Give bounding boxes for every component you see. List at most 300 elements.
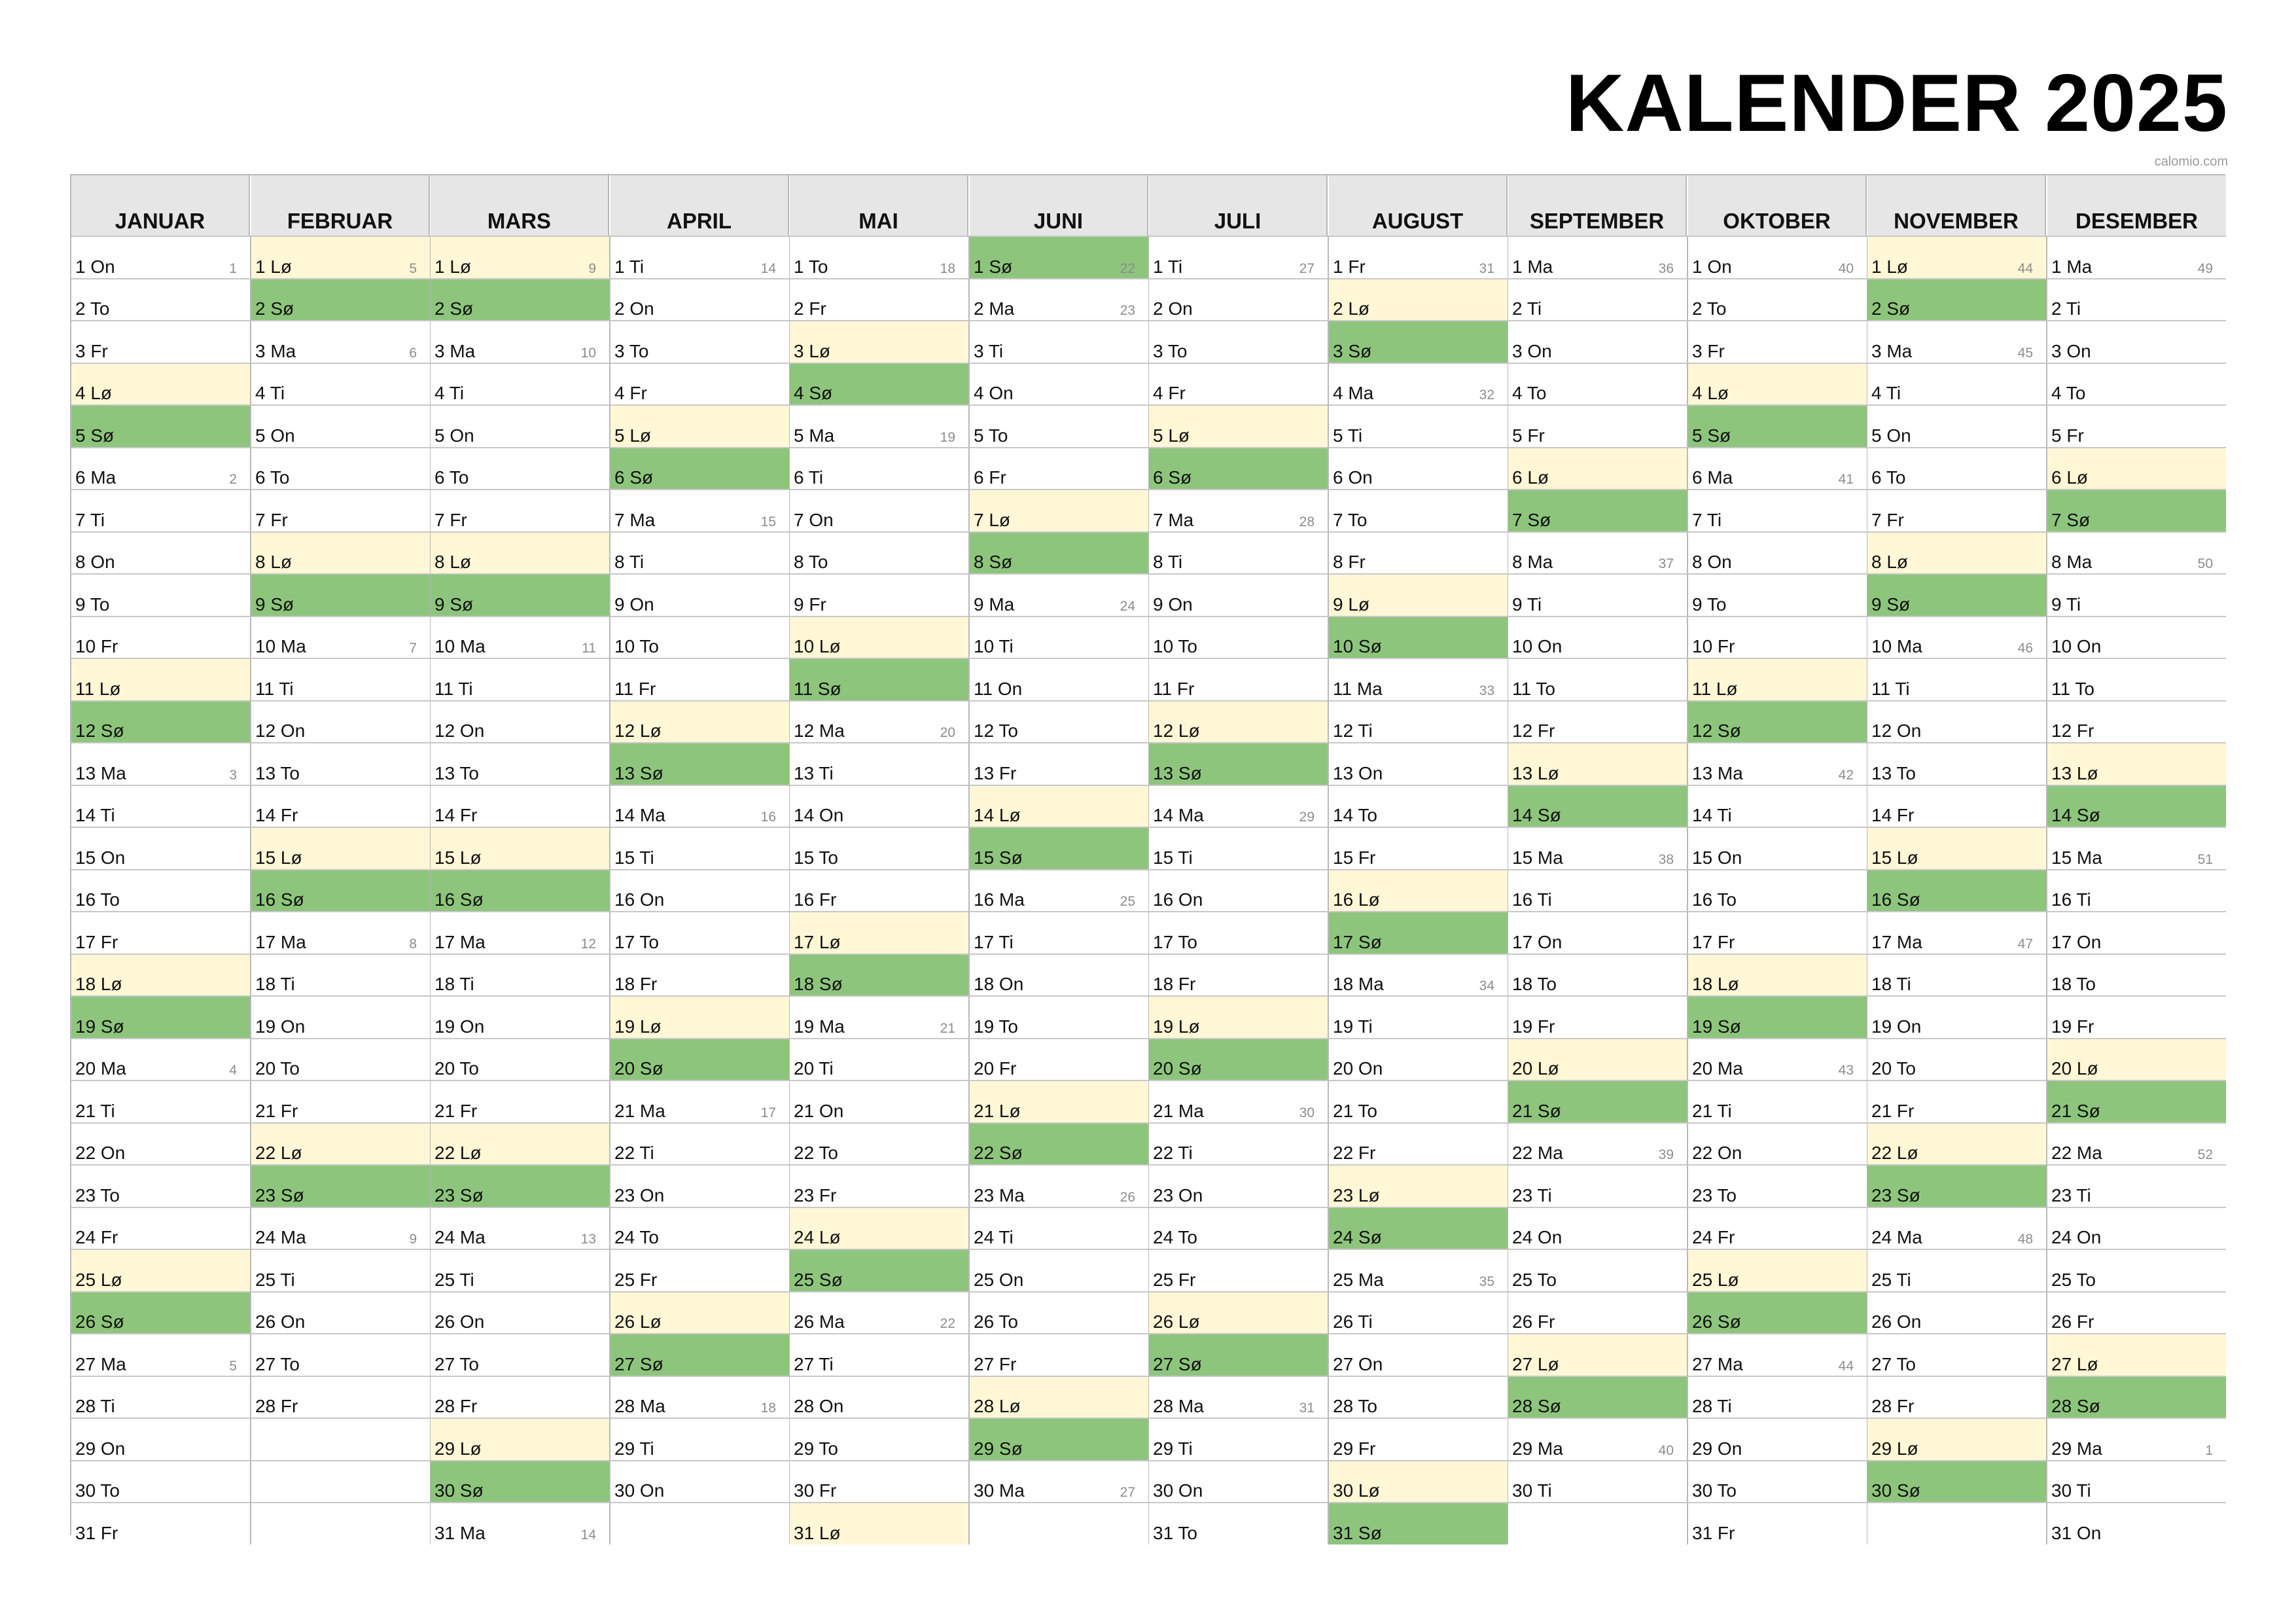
day-cell — [1149, 1164, 1329, 1207]
day-label: 6 Lø — [1512, 467, 1549, 488]
day-label: 24 Sø — [1333, 1227, 1382, 1247]
day-cell — [251, 995, 431, 1038]
day-label: 11 Lø — [1692, 678, 1738, 699]
day-label: 29 Ma — [1512, 1438, 1563, 1459]
week-number: 51 — [2197, 851, 2213, 867]
day-label: 10 To — [1153, 636, 1197, 656]
day-label: 4 Ti — [1871, 383, 1901, 403]
day-label: 10 Ti — [974, 636, 1014, 656]
day-label: 7 To — [1333, 509, 1368, 530]
month-column-august — [1329, 175, 1509, 1543]
day-cell — [610, 363, 790, 405]
day-label: 6 Sø — [614, 467, 654, 488]
day-cell — [2047, 1460, 2226, 1503]
day-label: 8 Ti — [1153, 552, 1183, 572]
day-cell — [2047, 1249, 2226, 1291]
day-cell — [1867, 363, 2047, 405]
day-cell — [1688, 363, 1868, 405]
day-label: 26 On — [434, 1311, 485, 1332]
day-label: 18 Sø — [794, 974, 843, 994]
day-cell — [1688, 573, 1868, 616]
day-label: 15 Ti — [614, 847, 654, 868]
day-cell — [610, 995, 790, 1038]
day-label: 9 On — [614, 594, 654, 615]
day-label: 16 Sø — [1871, 889, 1920, 910]
day-label: 24 Fr — [1692, 1227, 1735, 1247]
day-cell — [71, 616, 251, 658]
day-cell — [1508, 869, 1688, 912]
day-cell — [431, 1122, 610, 1165]
day-cell — [1688, 1333, 1868, 1376]
day-label: 8 Ti — [614, 552, 645, 572]
week-number: 29 — [1299, 810, 1315, 825]
day-cell — [251, 489, 431, 531]
day-cell — [1867, 700, 2047, 743]
day-cell — [71, 404, 251, 447]
day-cell — [71, 489, 251, 531]
day-label: 18 To — [1512, 974, 1557, 994]
day-label: 29 On — [1692, 1438, 1742, 1459]
day-label: 26 To — [974, 1311, 1018, 1332]
day-label: 18 Ma — [1333, 974, 1384, 994]
day-cell — [71, 573, 251, 616]
day-cell — [1508, 700, 1688, 743]
day-cell — [251, 911, 431, 954]
day-cell — [1508, 1122, 1688, 1165]
day-label: 5 To — [974, 425, 1008, 446]
day-cell — [970, 447, 1150, 490]
day-label: 25 Ma — [1333, 1269, 1384, 1290]
day-cell — [71, 1164, 251, 1207]
day-cell — [1688, 616, 1868, 658]
day-cell — [970, 785, 1150, 827]
day-label: 20 Sø — [1153, 1058, 1202, 1079]
day-label: 13 On — [1333, 762, 1383, 783]
day-label: 16 Fr — [794, 889, 837, 910]
day-label: 5 Lø — [1153, 425, 1190, 446]
day-cell — [610, 1122, 790, 1165]
day-label: 21 Lø — [974, 1100, 1021, 1121]
day-label: 16 Ma — [974, 889, 1025, 910]
day-cell — [1688, 1291, 1868, 1334]
day-label: 7 Ma — [1153, 509, 1194, 530]
month-column-juli — [1149, 175, 1329, 1543]
day-label: 28 Ma — [614, 1396, 665, 1416]
week-number: 6 — [409, 345, 417, 361]
day-label: 15 On — [75, 847, 126, 868]
day-cell — [1149, 827, 1329, 869]
day-cell — [1329, 278, 1509, 321]
day-cell — [2047, 278, 2226, 321]
day-cell — [1688, 404, 1868, 447]
day-label: 23 Sø — [1871, 1185, 1920, 1205]
day-label: 6 Fr — [974, 467, 1006, 488]
week-number: 33 — [1479, 683, 1494, 698]
day-cell — [1688, 1080, 1868, 1122]
day-cell — [610, 616, 790, 658]
day-label: 9 Ma — [974, 594, 1015, 615]
day-cell — [1508, 1418, 1688, 1460]
day-label: 15 Ma — [2051, 847, 2102, 868]
day-cell — [2047, 1038, 2226, 1080]
day-label: 27 To — [434, 1353, 479, 1374]
day-label: 17 Fr — [75, 931, 118, 952]
day-label: 29 Ti — [614, 1438, 654, 1459]
day-cell — [1329, 1376, 1509, 1418]
day-label: 13 Fr — [974, 762, 1017, 783]
day-label: 30 Ti — [1512, 1480, 1552, 1501]
day-cell — [610, 1376, 790, 1418]
day-cell — [790, 911, 970, 954]
week-number: 50 — [2197, 556, 2213, 571]
week-number: 40 — [1658, 1442, 1674, 1458]
day-cell — [610, 911, 790, 954]
day-cell — [790, 827, 970, 869]
day-cell — [431, 1164, 610, 1207]
month-column-april — [610, 175, 790, 1534]
day-cell — [71, 1038, 251, 1080]
day-label: 12 To — [974, 721, 1018, 741]
day-label: 1 Lø — [434, 256, 472, 277]
day-cell — [1329, 616, 1509, 658]
day-label: 19 To — [974, 1016, 1018, 1037]
day-cell — [790, 1376, 970, 1418]
day-label: 30 To — [1692, 1480, 1737, 1501]
day-cell — [1508, 447, 1688, 490]
day-label: 26 Sø — [1692, 1311, 1741, 1332]
day-label: 27 Sø — [614, 1353, 663, 1374]
day-label: 26 Fr — [2051, 1311, 2094, 1332]
month-header: AUGUST — [1329, 175, 1508, 236]
day-cell — [1149, 320, 1329, 363]
day-cell — [251, 616, 431, 658]
day-cell — [1508, 658, 1688, 700]
day-label: 9 To — [75, 594, 110, 615]
day-label: 26 Ma — [794, 1311, 845, 1332]
day-label: 15 On — [1692, 847, 1742, 868]
day-label: 3 Fr — [1692, 340, 1725, 361]
day-label: 27 Lø — [2051, 1353, 2098, 1374]
day-cell — [970, 1207, 1150, 1249]
day-label: 5 Ma — [794, 425, 835, 446]
day-cell — [1329, 236, 1509, 278]
day-cell — [251, 869, 431, 912]
day-label: 8 On — [75, 552, 115, 572]
day-label: 4 Ma — [1333, 383, 1374, 403]
day-label: 20 Lø — [1512, 1058, 1559, 1079]
day-label: 13 Ma — [75, 762, 126, 783]
empty-day-cell — [251, 1460, 431, 1503]
day-cell — [1329, 1291, 1509, 1334]
day-cell — [790, 1333, 970, 1376]
day-cell — [970, 995, 1150, 1038]
day-cell — [790, 320, 970, 363]
day-cell — [71, 363, 251, 405]
day-cell — [1508, 785, 1688, 827]
day-cell — [970, 1376, 1150, 1418]
day-cell — [1688, 1249, 1868, 1291]
day-cell — [251, 404, 431, 447]
day-label: 1 Fr — [1333, 256, 1366, 277]
day-label: 30 On — [1153, 1480, 1203, 1501]
day-cell — [251, 827, 431, 869]
day-label: 15 Lø — [255, 847, 302, 868]
day-cell — [1688, 320, 1868, 363]
day-label: 5 Ti — [1333, 425, 1363, 446]
day-cell — [610, 869, 790, 912]
day-label: 4 Ti — [434, 383, 465, 403]
day-cell — [431, 954, 610, 996]
day-label: 21 Fr — [1871, 1100, 1915, 1121]
day-cell — [610, 447, 790, 490]
week-number: 20 — [940, 725, 955, 740]
day-label: 24 To — [1153, 1227, 1197, 1247]
day-cell — [251, 1164, 431, 1207]
day-label: 7 Ma — [614, 509, 656, 530]
day-label: 12 On — [434, 721, 485, 741]
day-label: 24 On — [2051, 1227, 2102, 1247]
day-cell — [1688, 742, 1868, 785]
day-cell — [2047, 658, 2226, 700]
day-label: 8 Lø — [1871, 552, 1909, 572]
day-label: 6 Lø — [2051, 467, 2089, 488]
day-label: 18 Lø — [1692, 974, 1739, 994]
day-label: 9 Sø — [434, 594, 474, 615]
day-cell — [610, 404, 790, 447]
week-number: 41 — [1838, 472, 1854, 487]
day-label: 6 Sø — [1153, 467, 1192, 488]
day-label: 15 Sø — [974, 847, 1023, 868]
week-number: 1 — [2205, 1442, 2213, 1458]
day-cell — [970, 1164, 1150, 1207]
day-label: 9 Sø — [1871, 594, 1911, 615]
day-cell — [1508, 489, 1688, 531]
week-number: 7 — [409, 641, 417, 656]
day-label: 7 Lø — [974, 509, 1011, 530]
day-cell — [1329, 742, 1509, 785]
day-cell — [431, 1418, 610, 1460]
day-label: 7 Sø — [1512, 509, 1551, 530]
day-label: 27 Sø — [1153, 1353, 1202, 1374]
day-label: 21 Sø — [1512, 1100, 1561, 1121]
day-label: 12 On — [255, 721, 306, 741]
day-label: 4 Lø — [75, 383, 113, 403]
day-label: 2 Ti — [1512, 298, 1542, 319]
day-cell — [970, 869, 1150, 912]
credit-link[interactable]: calomio.com — [2154, 154, 2228, 169]
day-cell — [1508, 404, 1688, 447]
day-cell — [2047, 616, 2226, 658]
day-cell — [1149, 1080, 1329, 1122]
day-label: 26 Fr — [1512, 1311, 1555, 1332]
day-cell — [431, 785, 610, 827]
day-cell — [610, 1249, 790, 1291]
day-cell — [1867, 785, 2047, 827]
day-cell — [251, 785, 431, 827]
day-cell — [610, 573, 790, 616]
day-label: 12 Sø — [75, 721, 124, 741]
day-label: 7 Fr — [1871, 509, 1904, 530]
day-label: 6 To — [255, 467, 290, 488]
day-label: 12 Lø — [614, 721, 662, 741]
day-label: 19 Lø — [614, 1016, 662, 1037]
day-label: 18 Fr — [1153, 974, 1196, 994]
day-label: 14 To — [1333, 805, 1377, 825]
day-cell — [2047, 447, 2226, 490]
day-label: 5 On — [434, 425, 474, 446]
empty-day-cell — [251, 1502, 431, 1544]
day-cell — [1508, 827, 1688, 869]
week-number: 3 — [229, 767, 237, 783]
day-label: 1 Ti — [1153, 256, 1183, 277]
day-cell — [1688, 278, 1868, 321]
week-number: 34 — [1479, 978, 1494, 993]
day-label: 1 Ti — [614, 256, 645, 277]
week-number: 19 — [940, 429, 955, 445]
day-label: 23 On — [1153, 1185, 1203, 1205]
day-cell — [431, 531, 610, 574]
day-label: 31 Lø — [794, 1522, 841, 1543]
day-label: 29 Lø — [1871, 1438, 1918, 1459]
day-cell — [970, 1080, 1150, 1122]
day-label: 9 Ti — [2051, 594, 2081, 615]
day-cell — [1149, 658, 1329, 700]
day-cell — [251, 1291, 431, 1334]
day-cell — [1329, 1502, 1509, 1544]
day-cell — [251, 1207, 431, 1249]
day-label: 25 Fr — [1153, 1269, 1196, 1290]
day-label: 22 Lø — [1871, 1143, 1918, 1163]
day-cell — [1149, 616, 1329, 658]
day-cell — [431, 573, 610, 616]
day-label: 28 Ti — [75, 1396, 115, 1416]
day-cell — [1688, 911, 1868, 954]
day-label: 1 Sø — [974, 256, 1013, 277]
day-label: 25 Ti — [1871, 1269, 1911, 1290]
day-label: 31 To — [1153, 1522, 1197, 1543]
week-number: 42 — [1838, 767, 1854, 783]
day-label: 30 Ti — [2051, 1480, 2091, 1501]
day-label: 30 Sø — [1871, 1480, 1920, 1501]
day-cell — [1329, 827, 1509, 869]
week-number: 40 — [1838, 260, 1854, 276]
day-cell — [790, 616, 970, 658]
day-label: 19 On — [1871, 1016, 1922, 1037]
day-cell — [1867, 278, 2047, 321]
day-cell — [71, 658, 251, 700]
day-cell — [1329, 489, 1509, 531]
day-cell — [71, 827, 251, 869]
day-label: 8 Sø — [974, 552, 1013, 572]
day-label: 27 Ti — [794, 1353, 834, 1374]
day-label: 5 Lø — [614, 425, 652, 446]
day-cell — [1867, 954, 2047, 996]
day-cell — [1149, 742, 1329, 785]
day-label: 20 To — [1871, 1058, 1916, 1079]
day-label: 20 Lø — [2051, 1058, 2098, 1079]
week-number: 27 — [1120, 1485, 1135, 1500]
day-cell — [251, 573, 431, 616]
day-cell — [2047, 1376, 2226, 1418]
day-cell — [790, 1502, 970, 1544]
day-label: 26 On — [1871, 1311, 1922, 1332]
day-label: 26 On — [255, 1311, 306, 1332]
day-cell — [1867, 827, 2047, 869]
day-label: 5 On — [255, 425, 295, 446]
day-label: 6 Ma — [1692, 467, 1733, 488]
day-label: 5 Sø — [1692, 425, 1731, 446]
day-label: 9 Sø — [255, 594, 294, 615]
day-label: 3 Sø — [1333, 340, 1372, 361]
day-label: 16 Sø — [434, 889, 484, 910]
day-label: 4 Fr — [1153, 383, 1186, 403]
month-header: SEPTEMBER — [1508, 175, 1687, 236]
day-cell — [431, 658, 610, 700]
day-label: 4 Fr — [614, 383, 647, 403]
day-cell — [1867, 1460, 2047, 1503]
day-label: 21 Fr — [255, 1100, 298, 1121]
day-cell — [431, 278, 610, 321]
day-label: 23 To — [75, 1185, 120, 1205]
day-label: 15 Ti — [1153, 847, 1193, 868]
day-cell — [2047, 404, 2226, 447]
day-label: 17 Ma — [1871, 931, 1922, 952]
day-cell — [610, 1291, 790, 1334]
day-cell — [790, 1080, 970, 1122]
week-number: 35 — [1479, 1274, 1494, 1289]
day-label: 11 Ti — [1871, 678, 1910, 699]
day-label: 26 Lø — [614, 1311, 662, 1332]
day-label: 30 Lø — [1333, 1480, 1380, 1501]
day-cell — [71, 1460, 251, 1503]
week-number: 37 — [1658, 556, 1674, 571]
day-cell — [71, 320, 251, 363]
day-cell — [610, 489, 790, 531]
week-number: 22 — [1120, 260, 1135, 276]
day-label: 9 Fr — [794, 594, 826, 615]
day-label: 22 Lø — [255, 1143, 302, 1163]
day-label: 3 Ma — [1871, 340, 1913, 361]
day-cell — [610, 954, 790, 996]
month-column-september — [1508, 175, 1688, 1534]
day-cell — [1867, 1164, 2047, 1207]
day-cell — [1867, 1333, 2047, 1376]
day-label: 16 To — [75, 889, 120, 910]
day-label: 23 To — [1692, 1185, 1737, 1205]
day-label: 1 Lø — [1871, 256, 1909, 277]
day-cell — [1688, 489, 1868, 531]
day-label: 11 Ti — [255, 678, 294, 699]
day-cell — [1149, 1249, 1329, 1291]
day-label: 28 To — [1333, 1396, 1377, 1416]
day-cell — [1867, 658, 2047, 700]
week-number: 1 — [229, 260, 237, 276]
week-number: 49 — [2197, 260, 2213, 276]
day-label: 13 To — [255, 762, 300, 783]
day-cell — [251, 1333, 431, 1376]
day-cell — [1508, 995, 1688, 1038]
month-header: MARS — [431, 175, 609, 236]
day-label: 17 To — [1153, 931, 1197, 952]
day-label: 6 On — [1333, 467, 1373, 488]
day-cell — [1149, 1376, 1329, 1418]
day-label: 19 Fr — [1512, 1016, 1555, 1037]
day-label: 19 Ma — [794, 1016, 845, 1037]
day-cell — [431, 700, 610, 743]
empty-day-cell — [970, 1502, 1150, 1544]
day-label: 14 Ti — [75, 805, 115, 825]
week-number: 2 — [229, 472, 237, 487]
